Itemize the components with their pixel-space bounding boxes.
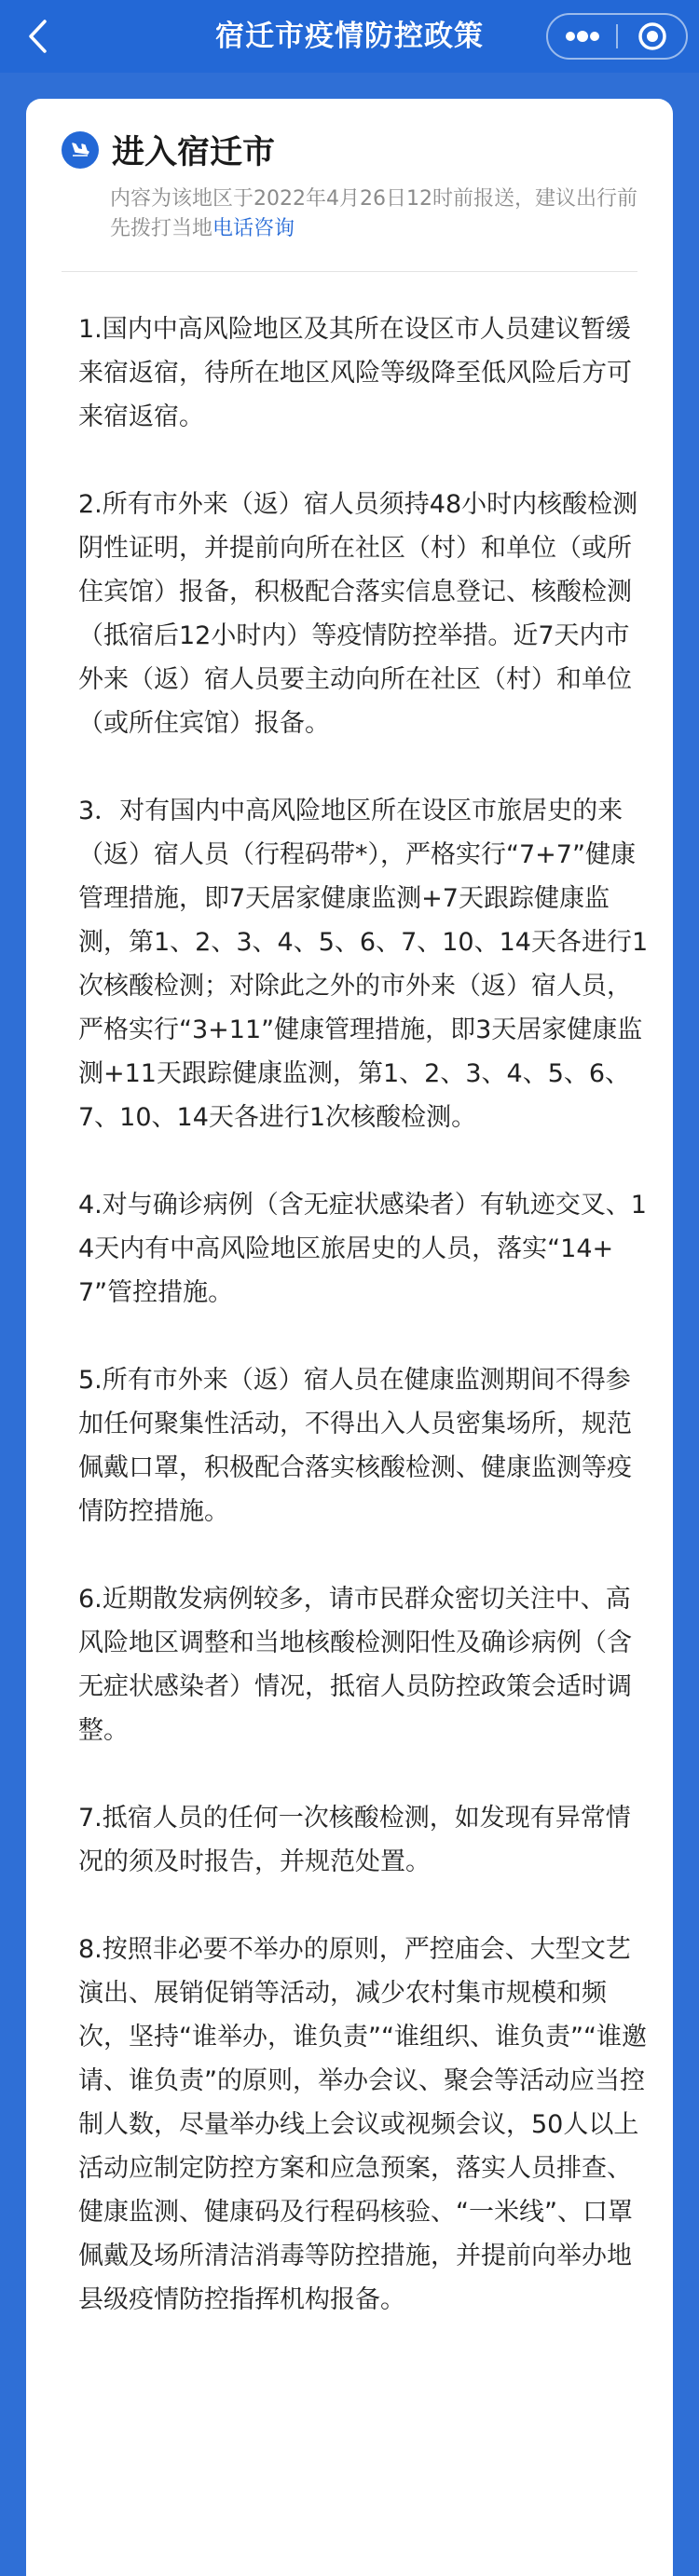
policy-item: 6.近期散发病例较多，请市民群众密切关注中、高风险地区调整和当地核酸检测阳性及确诊病例（含无症状感染者）情况，抵宿人员防控政策会适时调整。 [78, 1585, 632, 1745]
mini-program-capsule [546, 13, 688, 60]
page-title: 宿迁市疫情防控政策 [215, 20, 484, 53]
more-button[interactable] [548, 15, 616, 58]
policy-item: 7.抵宿人员的任何一次核酸检测，如发现有异常情况的须及时报告，并规范处置。 [78, 1804, 631, 1876]
close-button[interactable] [618, 15, 686, 58]
section-title: 进入宿迁市 [112, 134, 276, 171]
policy-item: 4.对与确诊病例（含无症状感染者）有轨迹交叉、14天内有中高风险地区旅居史的人员，落实“14+7”管控措施。 [78, 1191, 647, 1307]
phone-consult-link[interactable]: 电话咨询 [212, 217, 295, 240]
divider [62, 271, 637, 272]
policy-list [78, 307, 649, 2365]
policy-card [26, 99, 673, 2576]
more-dots-icon [564, 31, 601, 42]
target-close-icon [637, 20, 668, 52]
policy-item: 3．对有国内中高风险地区所在设区市旅居史的来（返）宿人员（行程码带*），严格实行“7+7”健康管理措施，即7天居家健康监测+7天跟踪健康监测，第1、2、3、4、5、6、7、10、14天各进行1次核酸检测；对除此之外的市外来（返）宿人员，严格实行“3+11”健康管理措施，即3天居家健康监测+11天跟踪健康监测，第1、2、3、4、5、6、7、10、14天各进行1次核酸检测。 [78, 797, 649, 1132]
policy-item: 5.所有市外来（返）宿人员在健康监测期间不得参加任何聚集性活动，不得出入人员密集场所，规范佩戴口罩，积极配合落实核酸检测、健康监测等疫情防控措施。 [78, 1366, 632, 1526]
policy-item: 1.国内中高风险地区及其所在设区市人员建议暂缓来宿返宿，待所在地区风险等级降至低风险后方可来宿返宿。 [78, 315, 632, 431]
airplane-arrival-icon [62, 131, 99, 169]
data-notice [110, 184, 651, 244]
policy-item: 8.按照非必要不举办的原则，严控庙会、大型文艺演出、展销促销等活动，减少农村集市规模和频次，坚持“谁举办，谁负责”“谁组织、谁负责”“谁邀请、谁负责”的原则，举办会议、聚会等活动应当控制人数，尽量举办线上会议或视频会议，50人以上活动应制定防控方案和应急预案，落实人员排查、健康监测、健康码及行程码核验、“一米线”、口罩佩戴及场所清洁消毒等防控措施，并提前向举办地县级疫情防控指挥机构报备。 [78, 1935, 647, 2314]
policy-item: 2.所有市外来（返）宿人员须持48小时内核酸检测阴性证明，并提前向所在社区（村）和单位（或所住宾馆）报备，积极配合落实信息登记、核酸检测（抵宿后12小时内）等疫情防控举措。近7天内市外来（返）宿人员要主动向所在社区（村）和单位（或所住宾馆）报备。 [78, 490, 638, 738]
top-navigation-bar [0, 0, 699, 73]
section-header [62, 127, 275, 173]
notice-text: 内容为该地区于2022年4月26日12时前报送，建议出行前先拨打当地 [110, 187, 637, 240]
